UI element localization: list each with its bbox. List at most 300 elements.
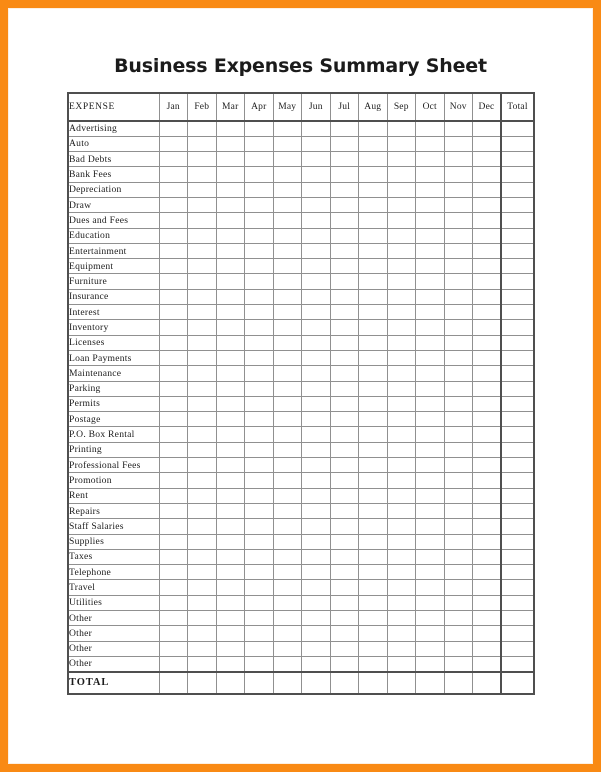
cell-feb[interactable] <box>188 503 217 518</box>
cell-feb[interactable] <box>188 626 217 641</box>
cell-jul[interactable] <box>330 320 359 335</box>
cell-dec[interactable] <box>473 396 502 411</box>
cell-dec[interactable] <box>473 565 502 580</box>
cell-oct[interactable] <box>416 519 445 534</box>
cell-oct[interactable] <box>416 274 445 289</box>
cell-oct[interactable] <box>416 534 445 549</box>
cell-jan[interactable] <box>159 197 188 212</box>
cell-jan[interactable] <box>159 442 188 457</box>
cell-total[interactable] <box>501 396 534 411</box>
cell-sep[interactable] <box>387 213 416 228</box>
cell-mar[interactable] <box>216 672 245 694</box>
cell-may[interactable] <box>273 320 302 335</box>
cell-apr[interactable] <box>245 580 274 595</box>
cell-jan[interactable] <box>159 672 188 694</box>
cell-jul[interactable] <box>330 305 359 320</box>
cell-feb[interactable] <box>188 289 217 304</box>
cell-sep[interactable] <box>387 656 416 671</box>
cell-may[interactable] <box>273 519 302 534</box>
cell-sep[interactable] <box>387 473 416 488</box>
cell-total[interactable] <box>501 442 534 457</box>
cell-aug[interactable] <box>359 121 388 136</box>
cell-jan[interactable] <box>159 519 188 534</box>
cell-sep[interactable] <box>387 565 416 580</box>
cell-oct[interactable] <box>416 442 445 457</box>
cell-sep[interactable] <box>387 228 416 243</box>
cell-jul[interactable] <box>330 626 359 641</box>
cell-nov[interactable] <box>444 335 473 350</box>
cell-dec[interactable] <box>473 549 502 564</box>
cell-apr[interactable] <box>245 656 274 671</box>
cell-mar[interactable] <box>216 427 245 442</box>
cell-nov[interactable] <box>444 626 473 641</box>
cell-nov[interactable] <box>444 289 473 304</box>
cell-oct[interactable] <box>416 305 445 320</box>
cell-may[interactable] <box>273 381 302 396</box>
cell-nov[interactable] <box>444 534 473 549</box>
cell-may[interactable] <box>273 442 302 457</box>
cell-total[interactable] <box>501 274 534 289</box>
cell-oct[interactable] <box>416 197 445 212</box>
cell-sep[interactable] <box>387 549 416 564</box>
cell-jul[interactable] <box>330 136 359 151</box>
cell-nov[interactable] <box>444 274 473 289</box>
cell-jun[interactable] <box>302 412 331 427</box>
cell-dec[interactable] <box>473 672 502 694</box>
cell-sep[interactable] <box>387 243 416 258</box>
cell-feb[interactable] <box>188 396 217 411</box>
cell-dec[interactable] <box>473 289 502 304</box>
cell-nov[interactable] <box>444 182 473 197</box>
cell-aug[interactable] <box>359 458 388 473</box>
cell-may[interactable] <box>273 182 302 197</box>
cell-jan[interactable] <box>159 549 188 564</box>
cell-may[interactable] <box>273 672 302 694</box>
cell-aug[interactable] <box>359 672 388 694</box>
cell-total[interactable] <box>501 121 534 136</box>
cell-total[interactable] <box>501 611 534 626</box>
cell-jun[interactable] <box>302 320 331 335</box>
cell-may[interactable] <box>273 350 302 365</box>
cell-mar[interactable] <box>216 274 245 289</box>
cell-sep[interactable] <box>387 458 416 473</box>
cell-aug[interactable] <box>359 611 388 626</box>
cell-aug[interactable] <box>359 412 388 427</box>
cell-jan[interactable] <box>159 289 188 304</box>
cell-nov[interactable] <box>444 565 473 580</box>
cell-aug[interactable] <box>359 595 388 610</box>
cell-dec[interactable] <box>473 243 502 258</box>
cell-jan[interactable] <box>159 534 188 549</box>
cell-jun[interactable] <box>302 167 331 182</box>
cell-jul[interactable] <box>330 565 359 580</box>
cell-mar[interactable] <box>216 458 245 473</box>
cell-sep[interactable] <box>387 350 416 365</box>
cell-mar[interactable] <box>216 381 245 396</box>
cell-oct[interactable] <box>416 350 445 365</box>
cell-jan[interactable] <box>159 565 188 580</box>
cell-dec[interactable] <box>473 611 502 626</box>
cell-oct[interactable] <box>416 580 445 595</box>
cell-aug[interactable] <box>359 580 388 595</box>
cell-mar[interactable] <box>216 289 245 304</box>
cell-nov[interactable] <box>444 167 473 182</box>
cell-sep[interactable] <box>387 136 416 151</box>
cell-jan[interactable] <box>159 243 188 258</box>
cell-jun[interactable] <box>302 182 331 197</box>
cell-total[interactable] <box>501 580 534 595</box>
cell-jul[interactable] <box>330 274 359 289</box>
cell-feb[interactable] <box>188 213 217 228</box>
cell-nov[interactable] <box>444 213 473 228</box>
cell-jun[interactable] <box>302 549 331 564</box>
cell-oct[interactable] <box>416 549 445 564</box>
cell-total[interactable] <box>501 335 534 350</box>
cell-total[interactable] <box>501 412 534 427</box>
cell-jun[interactable] <box>302 350 331 365</box>
cell-oct[interactable] <box>416 565 445 580</box>
cell-jun[interactable] <box>302 534 331 549</box>
cell-total[interactable] <box>501 672 534 694</box>
cell-total[interactable] <box>501 381 534 396</box>
cell-may[interactable] <box>273 503 302 518</box>
cell-jan[interactable] <box>159 488 188 503</box>
cell-may[interactable] <box>273 458 302 473</box>
cell-mar[interactable] <box>216 412 245 427</box>
cell-may[interactable] <box>273 412 302 427</box>
cell-sep[interactable] <box>387 427 416 442</box>
cell-dec[interactable] <box>473 182 502 197</box>
cell-feb[interactable] <box>188 182 217 197</box>
cell-jan[interactable] <box>159 152 188 167</box>
cell-nov[interactable] <box>444 121 473 136</box>
cell-sep[interactable] <box>387 366 416 381</box>
cell-sep[interactable] <box>387 672 416 694</box>
cell-oct[interactable] <box>416 320 445 335</box>
cell-jul[interactable] <box>330 259 359 274</box>
cell-aug[interactable] <box>359 167 388 182</box>
cell-dec[interactable] <box>473 641 502 656</box>
cell-apr[interactable] <box>245 488 274 503</box>
cell-apr[interactable] <box>245 197 274 212</box>
cell-jan[interactable] <box>159 412 188 427</box>
cell-aug[interactable] <box>359 396 388 411</box>
cell-apr[interactable] <box>245 549 274 564</box>
cell-nov[interactable] <box>444 350 473 365</box>
cell-jun[interactable] <box>302 565 331 580</box>
cell-sep[interactable] <box>387 611 416 626</box>
cell-dec[interactable] <box>473 580 502 595</box>
cell-oct[interactable] <box>416 289 445 304</box>
cell-may[interactable] <box>273 488 302 503</box>
cell-jul[interactable] <box>330 672 359 694</box>
cell-oct[interactable] <box>416 672 445 694</box>
cell-may[interactable] <box>273 152 302 167</box>
cell-jul[interactable] <box>330 641 359 656</box>
cell-nov[interactable] <box>444 320 473 335</box>
cell-may[interactable] <box>273 595 302 610</box>
cell-mar[interactable] <box>216 121 245 136</box>
cell-jun[interactable] <box>302 595 331 610</box>
cell-sep[interactable] <box>387 274 416 289</box>
cell-aug[interactable] <box>359 243 388 258</box>
cell-total[interactable] <box>501 350 534 365</box>
cell-may[interactable] <box>273 626 302 641</box>
cell-aug[interactable] <box>359 519 388 534</box>
cell-dec[interactable] <box>473 412 502 427</box>
cell-jul[interactable] <box>330 611 359 626</box>
cell-sep[interactable] <box>387 121 416 136</box>
cell-apr[interactable] <box>245 366 274 381</box>
cell-total[interactable] <box>501 197 534 212</box>
cell-apr[interactable] <box>245 243 274 258</box>
cell-apr[interactable] <box>245 611 274 626</box>
cell-aug[interactable] <box>359 152 388 167</box>
cell-may[interactable] <box>273 228 302 243</box>
cell-jun[interactable] <box>302 488 331 503</box>
cell-nov[interactable] <box>444 503 473 518</box>
cell-sep[interactable] <box>387 197 416 212</box>
cell-feb[interactable] <box>188 274 217 289</box>
cell-aug[interactable] <box>359 427 388 442</box>
cell-nov[interactable] <box>444 412 473 427</box>
cell-total[interactable] <box>501 503 534 518</box>
cell-jun[interactable] <box>302 641 331 656</box>
cell-total[interactable] <box>501 565 534 580</box>
cell-jan[interactable] <box>159 274 188 289</box>
cell-total[interactable] <box>501 473 534 488</box>
cell-mar[interactable] <box>216 595 245 610</box>
cell-sep[interactable] <box>387 152 416 167</box>
cell-oct[interactable] <box>416 228 445 243</box>
cell-may[interactable] <box>273 121 302 136</box>
cell-nov[interactable] <box>444 197 473 212</box>
cell-jan[interactable] <box>159 427 188 442</box>
cell-total[interactable] <box>501 458 534 473</box>
cell-jul[interactable] <box>330 289 359 304</box>
cell-aug[interactable] <box>359 626 388 641</box>
cell-aug[interactable] <box>359 289 388 304</box>
cell-dec[interactable] <box>473 503 502 518</box>
cell-aug[interactable] <box>359 549 388 564</box>
cell-mar[interactable] <box>216 335 245 350</box>
cell-sep[interactable] <box>387 534 416 549</box>
cell-nov[interactable] <box>444 488 473 503</box>
cell-jun[interactable] <box>302 381 331 396</box>
cell-jun[interactable] <box>302 519 331 534</box>
cell-jul[interactable] <box>330 121 359 136</box>
cell-mar[interactable] <box>216 366 245 381</box>
cell-jun[interactable] <box>302 136 331 151</box>
cell-apr[interactable] <box>245 274 274 289</box>
cell-feb[interactable] <box>188 488 217 503</box>
cell-apr[interactable] <box>245 641 274 656</box>
cell-jul[interactable] <box>330 243 359 258</box>
cell-may[interactable] <box>273 167 302 182</box>
cell-feb[interactable] <box>188 473 217 488</box>
cell-jun[interactable] <box>302 366 331 381</box>
cell-may[interactable] <box>273 366 302 381</box>
cell-jun[interactable] <box>302 672 331 694</box>
cell-feb[interactable] <box>188 565 217 580</box>
cell-feb[interactable] <box>188 519 217 534</box>
cell-may[interactable] <box>273 136 302 151</box>
cell-nov[interactable] <box>444 259 473 274</box>
cell-dec[interactable] <box>473 458 502 473</box>
cell-dec[interactable] <box>473 595 502 610</box>
cell-total[interactable] <box>501 519 534 534</box>
cell-apr[interactable] <box>245 427 274 442</box>
cell-oct[interactable] <box>416 259 445 274</box>
cell-may[interactable] <box>273 243 302 258</box>
cell-nov[interactable] <box>444 305 473 320</box>
cell-nov[interactable] <box>444 672 473 694</box>
cell-jun[interactable] <box>302 259 331 274</box>
cell-dec[interactable] <box>473 152 502 167</box>
cell-sep[interactable] <box>387 289 416 304</box>
cell-mar[interactable] <box>216 197 245 212</box>
cell-oct[interactable] <box>416 473 445 488</box>
cell-mar[interactable] <box>216 549 245 564</box>
cell-oct[interactable] <box>416 366 445 381</box>
cell-sep[interactable] <box>387 396 416 411</box>
cell-jun[interactable] <box>302 274 331 289</box>
cell-mar[interactable] <box>216 442 245 457</box>
cell-aug[interactable] <box>359 534 388 549</box>
cell-aug[interactable] <box>359 305 388 320</box>
cell-dec[interactable] <box>473 366 502 381</box>
cell-jul[interactable] <box>330 412 359 427</box>
cell-sep[interactable] <box>387 412 416 427</box>
cell-jun[interactable] <box>302 396 331 411</box>
cell-dec[interactable] <box>473 197 502 212</box>
cell-jun[interactable] <box>302 503 331 518</box>
cell-may[interactable] <box>273 473 302 488</box>
cell-jun[interactable] <box>302 197 331 212</box>
cell-sep[interactable] <box>387 519 416 534</box>
cell-apr[interactable] <box>245 182 274 197</box>
cell-feb[interactable] <box>188 458 217 473</box>
cell-nov[interactable] <box>444 641 473 656</box>
cell-mar[interactable] <box>216 656 245 671</box>
cell-feb[interactable] <box>188 228 217 243</box>
cell-may[interactable] <box>273 274 302 289</box>
cell-sep[interactable] <box>387 580 416 595</box>
cell-feb[interactable] <box>188 427 217 442</box>
cell-jul[interactable] <box>330 213 359 228</box>
cell-may[interactable] <box>273 656 302 671</box>
cell-aug[interactable] <box>359 366 388 381</box>
cell-nov[interactable] <box>444 152 473 167</box>
cell-dec[interactable] <box>473 259 502 274</box>
cell-aug[interactable] <box>359 228 388 243</box>
cell-jan[interactable] <box>159 366 188 381</box>
cell-aug[interactable] <box>359 488 388 503</box>
cell-total[interactable] <box>501 136 534 151</box>
cell-mar[interactable] <box>216 213 245 228</box>
cell-aug[interactable] <box>359 565 388 580</box>
cell-apr[interactable] <box>245 565 274 580</box>
cell-feb[interactable] <box>188 442 217 457</box>
cell-oct[interactable] <box>416 427 445 442</box>
cell-apr[interactable] <box>245 672 274 694</box>
cell-dec[interactable] <box>473 305 502 320</box>
cell-apr[interactable] <box>245 335 274 350</box>
cell-aug[interactable] <box>359 350 388 365</box>
cell-jan[interactable] <box>159 641 188 656</box>
cell-aug[interactable] <box>359 197 388 212</box>
cell-mar[interactable] <box>216 152 245 167</box>
cell-dec[interactable] <box>473 335 502 350</box>
cell-sep[interactable] <box>387 167 416 182</box>
cell-apr[interactable] <box>245 167 274 182</box>
cell-nov[interactable] <box>444 595 473 610</box>
cell-oct[interactable] <box>416 595 445 610</box>
cell-oct[interactable] <box>416 381 445 396</box>
cell-sep[interactable] <box>387 442 416 457</box>
cell-aug[interactable] <box>359 274 388 289</box>
cell-jul[interactable] <box>330 396 359 411</box>
cell-jan[interactable] <box>159 656 188 671</box>
cell-apr[interactable] <box>245 534 274 549</box>
cell-oct[interactable] <box>416 121 445 136</box>
cell-feb[interactable] <box>188 412 217 427</box>
cell-oct[interactable] <box>416 213 445 228</box>
cell-jul[interactable] <box>330 580 359 595</box>
cell-oct[interactable] <box>416 243 445 258</box>
cell-jun[interactable] <box>302 473 331 488</box>
cell-dec[interactable] <box>473 136 502 151</box>
cell-aug[interactable] <box>359 641 388 656</box>
cell-apr[interactable] <box>245 320 274 335</box>
cell-mar[interactable] <box>216 473 245 488</box>
cell-oct[interactable] <box>416 641 445 656</box>
cell-oct[interactable] <box>416 152 445 167</box>
cell-jan[interactable] <box>159 136 188 151</box>
cell-apr[interactable] <box>245 595 274 610</box>
cell-apr[interactable] <box>245 152 274 167</box>
cell-jul[interactable] <box>330 473 359 488</box>
cell-nov[interactable] <box>444 228 473 243</box>
cell-feb[interactable] <box>188 534 217 549</box>
cell-sep[interactable] <box>387 305 416 320</box>
cell-jan[interactable] <box>159 305 188 320</box>
cell-feb[interactable] <box>188 641 217 656</box>
cell-jun[interactable] <box>302 152 331 167</box>
cell-nov[interactable] <box>444 427 473 442</box>
cell-feb[interactable] <box>188 121 217 136</box>
cell-nov[interactable] <box>444 136 473 151</box>
cell-total[interactable] <box>501 289 534 304</box>
cell-nov[interactable] <box>444 656 473 671</box>
cell-jan[interactable] <box>159 320 188 335</box>
cell-jan[interactable] <box>159 167 188 182</box>
cell-jun[interactable] <box>302 580 331 595</box>
cell-jan[interactable] <box>159 228 188 243</box>
cell-dec[interactable] <box>473 320 502 335</box>
cell-aug[interactable] <box>359 259 388 274</box>
cell-jun[interactable] <box>302 656 331 671</box>
cell-feb[interactable] <box>188 672 217 694</box>
cell-jan[interactable] <box>159 259 188 274</box>
cell-apr[interactable] <box>245 381 274 396</box>
cell-total[interactable] <box>501 259 534 274</box>
cell-jan[interactable] <box>159 626 188 641</box>
cell-total[interactable] <box>501 641 534 656</box>
cell-apr[interactable] <box>245 412 274 427</box>
cell-jul[interactable] <box>330 228 359 243</box>
cell-jun[interactable] <box>302 427 331 442</box>
